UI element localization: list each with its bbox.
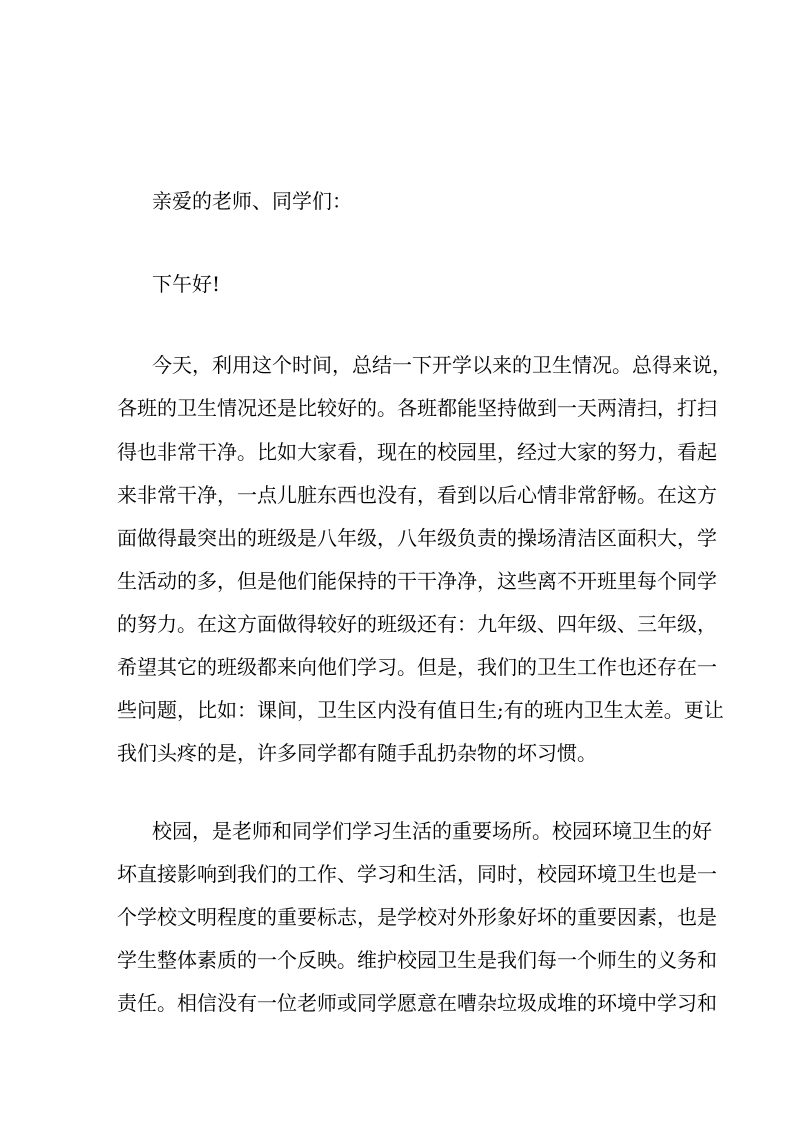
paragraph-text: 今天，利用这个时间，总结一下开学以来的卫生情况。总得来说， [152, 353, 732, 377]
paragraph2-line-2 [0, 854, 793, 894]
paragraph-text: 生活动的多，但是他们能保持的干干净净，这些离不开班里每个同学 [117, 569, 717, 593]
paragraph2-line-1 [0, 811, 793, 851]
paragraph1-line-3 [0, 432, 793, 472]
paragraph2-line-4 [0, 940, 793, 980]
paragraph2-line-5 [0, 983, 793, 1023]
greeting: 下午好! [152, 272, 221, 296]
paragraph1-line-7 [0, 604, 793, 644]
salutation-line [0, 181, 793, 221]
paragraph-text: 些问题，比如：课间，卫生区内没有值日生;有的班内卫生太差。更让 [117, 698, 724, 722]
paragraph-text: 的努力。在这方面做得较好的班级还有：九年级、四年级、三年级， [117, 612, 717, 636]
paragraph1-line-1 [0, 345, 793, 385]
paragraph1-line-8 [0, 647, 793, 687]
paragraph-text: 学生整体素质的一个反映。维护校园卫生是我们每一个师生的义务和 [117, 948, 717, 972]
paragraph1-line-5 [0, 518, 793, 558]
paragraph-text: 希望其它的班级都来向他们学习。但是，我们的卫生工作也还存在一 [117, 655, 717, 679]
paragraph-text: 得也非常干净。比如大家看，现在的校园里，经过大家的努力，看起 [117, 440, 717, 464]
paragraph-text: 个学校文明程度的重要标志，是学校对外形象好坏的重要因素，也是 [117, 905, 717, 929]
paragraph1-line-2 [0, 388, 793, 428]
paragraph-text: 校园，是老师和同学们学习生活的重要场所。校园环境卫生的好 [152, 819, 712, 843]
paragraph-text: 来非常干净，一点儿脏东西也没有，看到以后心情非常舒畅。在这方 [117, 483, 717, 507]
paragraph1-line-4 [0, 475, 793, 515]
paragraph-text: 责任。相信没有一位老师或同学愿意在嘈杂垃圾成堆的环境中学习和 [117, 991, 717, 1015]
paragraph-text: 我们头疼的是，许多同学都有随手乱扔杂物的坏习惯。 [117, 741, 597, 765]
paragraph-text: 坏直接影响到我们的工作、学习和生活，同时，校园环境卫生也是一 [117, 862, 717, 886]
paragraph1-line-10 [0, 733, 793, 773]
salutation: 亲爱的老师、同学们： [152, 189, 352, 213]
paragraph-text: 各班的卫生情况还是比较好的。各班都能坚持做到一天两清扫，打扫 [117, 396, 717, 420]
greeting-line [0, 264, 793, 304]
paragraph1-line-9 [0, 690, 793, 730]
paragraph1-line-6 [0, 561, 793, 601]
paragraph2-line-3 [0, 897, 793, 937]
paragraph-text: 面做得最突出的班级是八年级，八年级负责的操场清洁区面积大，学 [117, 526, 717, 550]
